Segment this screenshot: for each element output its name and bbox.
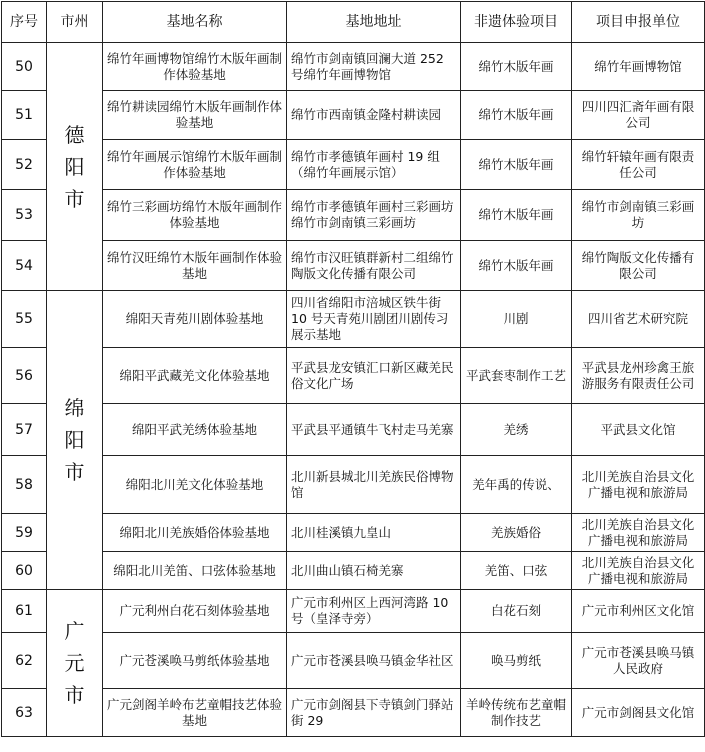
row-unit: 绵竹年画博物馆 — [572, 43, 705, 91]
row-base-name: 绵竹耕读园绵竹木版年画制作体验基地 — [103, 91, 287, 140]
row-base-address: 四川省绵阳市涪城区铁牛街 10 号天青苑川剧团川剧传习展示基地 — [287, 291, 461, 348]
row-base-name: 绵竹三彩画坊绵竹木版年画制作体验基地 — [103, 190, 287, 241]
row-no: 58 — [2, 456, 47, 514]
row-no: 62 — [2, 633, 47, 689]
row-no: 60 — [2, 552, 47, 590]
table-row — [2, 552, 705, 590]
row-project: 川剧 — [461, 291, 572, 348]
table-row — [2, 43, 705, 91]
row-unit: 北川羌族自治县文化广播电视和旅游局 — [572, 552, 705, 590]
row-unit: 四川省艺术研究院 — [572, 291, 705, 348]
row-unit: 广元市苍溪县唤马镇人民政府 — [572, 633, 705, 689]
row-base-address: 平武县平通镇牛飞村走马羌寨 — [287, 404, 461, 456]
table-row — [2, 91, 705, 140]
row-base-name: 绵阳天青苑川剧体验基地 — [103, 291, 287, 348]
row-no: 52 — [2, 140, 47, 190]
table-row — [2, 633, 705, 689]
row-base-name: 广元利州白花石刻体验基地 — [103, 590, 287, 633]
table-row — [2, 241, 705, 291]
city-char: 德 — [64, 122, 85, 147]
table-row — [2, 140, 705, 190]
row-unit: 绵竹市剑南镇三彩画坊 — [572, 190, 705, 241]
row-base-address: 绵竹市剑南镇回澜大道 252 号绵竹年画博物馆 — [287, 43, 461, 91]
row-base-address: 北川桂溪镇九皇山 — [287, 514, 461, 552]
row-unit: 北川羌族自治县文化广播电视和旅游局 — [572, 514, 705, 552]
row-project: 绵竹木版年画 — [461, 91, 572, 140]
row-project: 羌族婚俗 — [461, 514, 572, 552]
row-base-name: 广元剑阁羊岭布艺童帽技艺体验基地 — [103, 689, 287, 737]
row-base-name: 绵阳北川羌文化体验基地 — [103, 456, 287, 514]
row-base-name: 广元苍溪唤马剪纸体验基地 — [103, 633, 287, 689]
row-no: 53 — [2, 190, 47, 241]
city-char: 市 — [64, 460, 85, 484]
city-char: 阳 — [64, 154, 85, 179]
row-no: 50 — [2, 43, 47, 91]
row-base-name: 绵阳平武藏羌文化体验基地 — [103, 348, 287, 404]
row-unit: 绵竹轩辕年画有限责任公司 — [572, 140, 705, 190]
row-base-address: 绵竹市西南镇金隆村耕读园 — [287, 91, 461, 140]
table-row — [2, 590, 705, 633]
row-base-name: 绵竹汉旺绵竹木版年画制作体验基地 — [103, 241, 287, 291]
row-base-address: 绵竹市孝德镇年画村三彩画坊绵竹市剑南镇三彩画坊 — [287, 190, 461, 241]
row-project: 绵竹木版年画 — [461, 140, 572, 190]
row-base-name: 绵竹年画展示馆绵竹木版年画制作体验基地 — [103, 140, 287, 190]
header-unit: 项目申报单位 — [572, 2, 705, 43]
base-list-table — [1, 1, 705, 737]
row-no: 59 — [2, 514, 47, 552]
row-project: 羊岭传统布艺童帽制作技艺 — [461, 689, 572, 737]
row-base-address: 绵竹市孝德镇年画村 19 组（绵竹年画展示馆） — [287, 140, 461, 190]
row-no: 51 — [2, 91, 47, 140]
city-char: 市 — [64, 683, 85, 707]
row-base-address: 广元市利州区上西河湾路 10 号（皇泽寺旁） — [287, 590, 461, 633]
row-unit: 广元市利州区文化馆 — [572, 590, 705, 633]
row-no: 63 — [2, 689, 47, 737]
row-base-name: 绵阳平武羌绣体验基地 — [103, 404, 287, 456]
row-project: 白花石刻 — [461, 590, 572, 633]
row-unit: 广元市剑阁县文化馆 — [572, 689, 705, 737]
city-cell-deyang — [47, 43, 103, 291]
row-base-address: 广元市剑阁县下寺镇剑门驿站街 29 — [287, 689, 461, 737]
row-base-address: 北川曲山镇石椅羌寨 — [287, 552, 461, 590]
header-base-name: 基地名称 — [103, 2, 287, 43]
row-unit: 绵竹陶版文化传播有限公司 — [572, 241, 705, 291]
city-char: 元 — [64, 651, 85, 675]
row-project: 唤马剪纸 — [461, 633, 572, 689]
table-row — [2, 456, 705, 514]
header-city: 市州 — [47, 2, 103, 43]
header-no: 序号 — [2, 2, 47, 43]
row-project: 羌笛、口弦 — [461, 552, 572, 590]
city-char: 阳 — [64, 428, 85, 452]
table-row — [2, 348, 705, 404]
table-row — [2, 514, 705, 552]
table-header-row — [2, 2, 705, 43]
header-project: 非遗体验项目 — [461, 2, 572, 43]
row-project: 绵竹木版年画 — [461, 43, 572, 91]
row-base-name: 绵阳北川羌笛、口弦体验基地 — [103, 552, 287, 590]
table-row — [2, 689, 705, 737]
row-unit: 平武县文化馆 — [572, 404, 705, 456]
row-unit: 平武县龙州珍禽王旅游服务有限责任公司 — [572, 348, 705, 404]
row-no: 57 — [2, 404, 47, 456]
row-project: 绵竹木版年画 — [461, 241, 572, 291]
table-row — [2, 190, 705, 241]
row-base-name: 绵竹年画博物馆绵竹木版年画制作体验基地 — [103, 43, 287, 91]
row-unit: 四川四汇斋年画有限公司 — [572, 91, 705, 140]
row-no: 54 — [2, 241, 47, 291]
city-char: 绵 — [64, 396, 85, 420]
row-base-address: 平武县龙安镇汇口新区藏羌民俗文化广场 — [287, 348, 461, 404]
row-no: 56 — [2, 348, 47, 404]
table-row — [2, 291, 705, 348]
city-cell-mianyang — [47, 291, 103, 590]
row-project: 绵竹木版年画 — [461, 190, 572, 241]
city-char: 广 — [64, 619, 85, 643]
row-base-address: 绵竹市汉旺镇群新村二组绵竹陶版文化传播有限公司 — [287, 241, 461, 291]
row-base-address: 广元市苍溪县唤马镇金华社区 — [287, 633, 461, 689]
row-project: 羌年禹的传说、 — [461, 456, 572, 514]
row-base-name: 绵阳北川羌族婚俗体验基地 — [103, 514, 287, 552]
city-cell-guangyuan — [47, 590, 103, 737]
header-base-address: 基地地址 — [287, 2, 461, 43]
row-project: 羌绣 — [461, 404, 572, 456]
row-no: 61 — [2, 590, 47, 633]
row-project: 平武套枣制作工艺 — [461, 348, 572, 404]
row-no: 55 — [2, 291, 47, 348]
row-base-address: 北川新县城北川羌族民俗博物馆 — [287, 456, 461, 514]
table-row — [2, 404, 705, 456]
row-unit: 北川羌族自治县文化广播电视和旅游局 — [572, 456, 705, 514]
city-char: 市 — [64, 186, 85, 211]
